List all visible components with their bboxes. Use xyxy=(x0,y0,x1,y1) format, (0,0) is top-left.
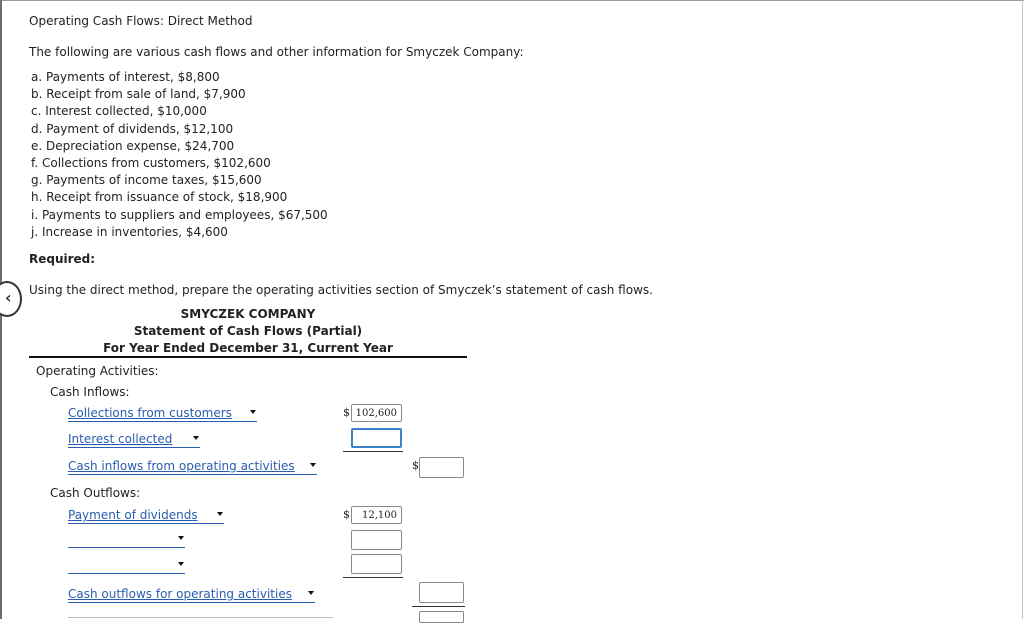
total-input-inflows[interactable] xyxy=(419,457,464,478)
statement-name: Statement of Cash Flows (Partial) xyxy=(133,324,363,338)
dropdown-arrow-icon xyxy=(178,536,184,540)
required-label: Required: xyxy=(29,252,96,266)
list-item: i. Payments to suppliers and employees, $67,500 xyxy=(31,208,328,222)
list-item: h. Receipt from issuance of stock, $18,900 xyxy=(31,190,288,204)
amount-input-4[interactable]: 12,100 xyxy=(351,506,402,524)
subtotal-underline xyxy=(343,577,403,578)
line-item-select-2-value: Interest collected xyxy=(68,432,173,446)
list-item: f. Collections from customers, $102,600 xyxy=(31,156,271,170)
list-item: g. Payments of income taxes, $15,600 xyxy=(31,173,262,187)
chevron-left-icon: ‹ xyxy=(5,288,12,307)
list-item: j. Increase in inventories, $4,600 xyxy=(31,225,228,239)
frame-top-border xyxy=(0,0,1024,1)
line-item-select-1-value: Collections from customers xyxy=(68,406,232,420)
line-item-select-1[interactable] xyxy=(68,406,257,422)
line-item-select-7[interactable] xyxy=(68,587,315,603)
dropdown-arrow-icon xyxy=(308,591,314,595)
instruction-text: Using the direct method, prepare the operating activities section of Smyczek’s statement of cash flows. xyxy=(29,283,653,297)
list-item: e. Depreciation expense, $24,700 xyxy=(31,139,235,153)
list-item: b. Receipt from sale of land, $7,900 xyxy=(31,87,246,101)
statement-company: SMYCZEK COMPANY xyxy=(180,307,316,321)
total-underline xyxy=(412,606,465,607)
dropdown-arrow-icon xyxy=(193,436,199,440)
currency-symbol: $ xyxy=(343,508,350,521)
line-item-select-7-value: Cash outflows for operating activities xyxy=(68,587,292,601)
list-item: a. Payments of interest, $8,800 xyxy=(31,70,220,84)
currency-symbol: $ xyxy=(343,406,350,419)
dropdown-arrow-icon xyxy=(310,463,316,467)
amount-input-2[interactable] xyxy=(351,428,402,448)
cash-inflows-label: Cash Inflows: xyxy=(50,385,130,399)
frame-right-border xyxy=(1022,0,1023,619)
amount-input-5[interactable] xyxy=(351,530,402,550)
line-item-select-6[interactable] xyxy=(68,558,185,574)
currency-symbol: $ xyxy=(412,459,419,472)
line-item-select-4[interactable] xyxy=(68,508,224,524)
line-item-select-3-value: Cash inflows from operating activities xyxy=(68,459,295,473)
total-input-outflows[interactable] xyxy=(419,582,464,603)
line-item-select-2[interactable] xyxy=(68,432,200,448)
statement-period: For Year Ended December 31, Current Year xyxy=(103,341,393,355)
operating-activities-label: Operating Activities: xyxy=(36,364,159,378)
list-item: d. Payment of dividends, $12,100 xyxy=(31,122,234,136)
list-item: c. Interest collected, $10,000 xyxy=(31,104,207,118)
page-title: Operating Cash Flows: Direct Method xyxy=(29,14,253,28)
line-item-select-8-partial[interactable] xyxy=(68,617,333,618)
header-divider xyxy=(29,356,467,358)
net-cash-input-partial[interactable] xyxy=(419,611,464,623)
cash-outflows-label: Cash Outflows: xyxy=(50,486,141,500)
line-item-select-3[interactable] xyxy=(68,459,317,475)
amount-input-1[interactable]: 102,600 xyxy=(351,404,402,422)
collapse-panel-button[interactable] xyxy=(0,281,22,317)
dropdown-arrow-icon xyxy=(217,512,223,516)
line-item-select-5[interactable] xyxy=(68,532,185,548)
amount-input-6[interactable] xyxy=(351,554,402,574)
dropdown-arrow-icon xyxy=(178,562,184,566)
line-item-select-4-value: Payment of dividends xyxy=(68,508,198,522)
subtotal-underline xyxy=(343,451,403,452)
intro-text: The following are various cash flows and other information for Smyczek Company: xyxy=(29,45,524,59)
dropdown-arrow-icon xyxy=(250,410,256,414)
